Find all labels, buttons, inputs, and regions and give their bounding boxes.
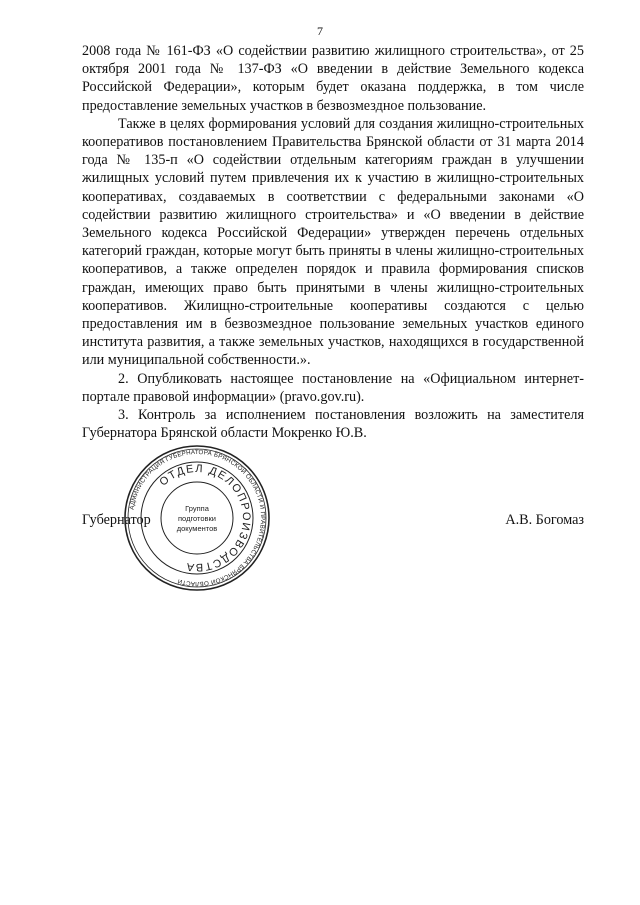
signature-name: А.В. Богомаз: [505, 512, 584, 528]
stamp-center-line-1: Группа: [185, 504, 209, 513]
paragraph-publish: 2. Опубликовать настоящее постановление на «Официальном интернет-портале правовой информации» (pravo.gov.ru).: [82, 370, 584, 405]
document-body: [82, 42, 584, 442]
stamp-center-line-2: подготовки: [178, 514, 216, 523]
stamp-center-line-3: документов: [176, 524, 218, 533]
page-number: 7: [317, 24, 323, 38]
paragraph-continuation: 2008 года № 161-ФЗ «О содействии развитию жилищного строительства», от 25 октября 2001 года № 137-ФЗ «О введении в действие Земельного кодекса Российской Федерации», которым будет оказана поддержка, в том числе предоставление земельных участков в безвозмездное пользование.: [82, 43, 584, 114]
stamp-outer-text: АДМИНИСТРАЦИЯ ГУБЕРНАТОРА БРЯНСКОЙ ОБЛАСТИ И ПРАВИТЕЛЬСТВА БРЯНСКОЙ ОБЛАСТИ: [128, 448, 267, 588]
signature-title: Губернатор: [82, 512, 151, 528]
office-stamp: [123, 444, 271, 592]
paragraph-control: 3. Контроль за исполнением постановления возложить на заместителя Губернатора Брянской области Мокренко Ю.В.: [82, 407, 584, 442]
stamp-ring-text: ОТДЕЛ ДЕЛОПРОИЗВОДСТВА: [157, 462, 253, 574]
paragraph-housing-cooperatives: Также в целях формирования условий для создания жилищно-строительных кооперативов постановлением Правительства Брянской области от 31 марта 2014 года № 135-п «О содействии отдельным категориям граждан в улучшении жилищных условий путем привлечения их к участию в жилищно-строительных кооперативах, создаваемых в соответствии с федеральными законами «О содействии развитию жилищного строительства» и «О введении в действие Земельного кодекса Российской Федерации» утвержден перечень отдельных категорий граждан, которые могут быть приняты в члены жилищно-строительных кооперативов, а также определен порядок и правила формирования списков граждан, имеющих право быть принятыми в члены жилищно-строительных кооперативов. Жилищно-строительные кооперативы создаются с целью предоставления им в безвозмездное пользование земельных участков единого института развития, а также земельных участков, находящихся в государственной или муниципальной собственности.».: [82, 115, 584, 369]
